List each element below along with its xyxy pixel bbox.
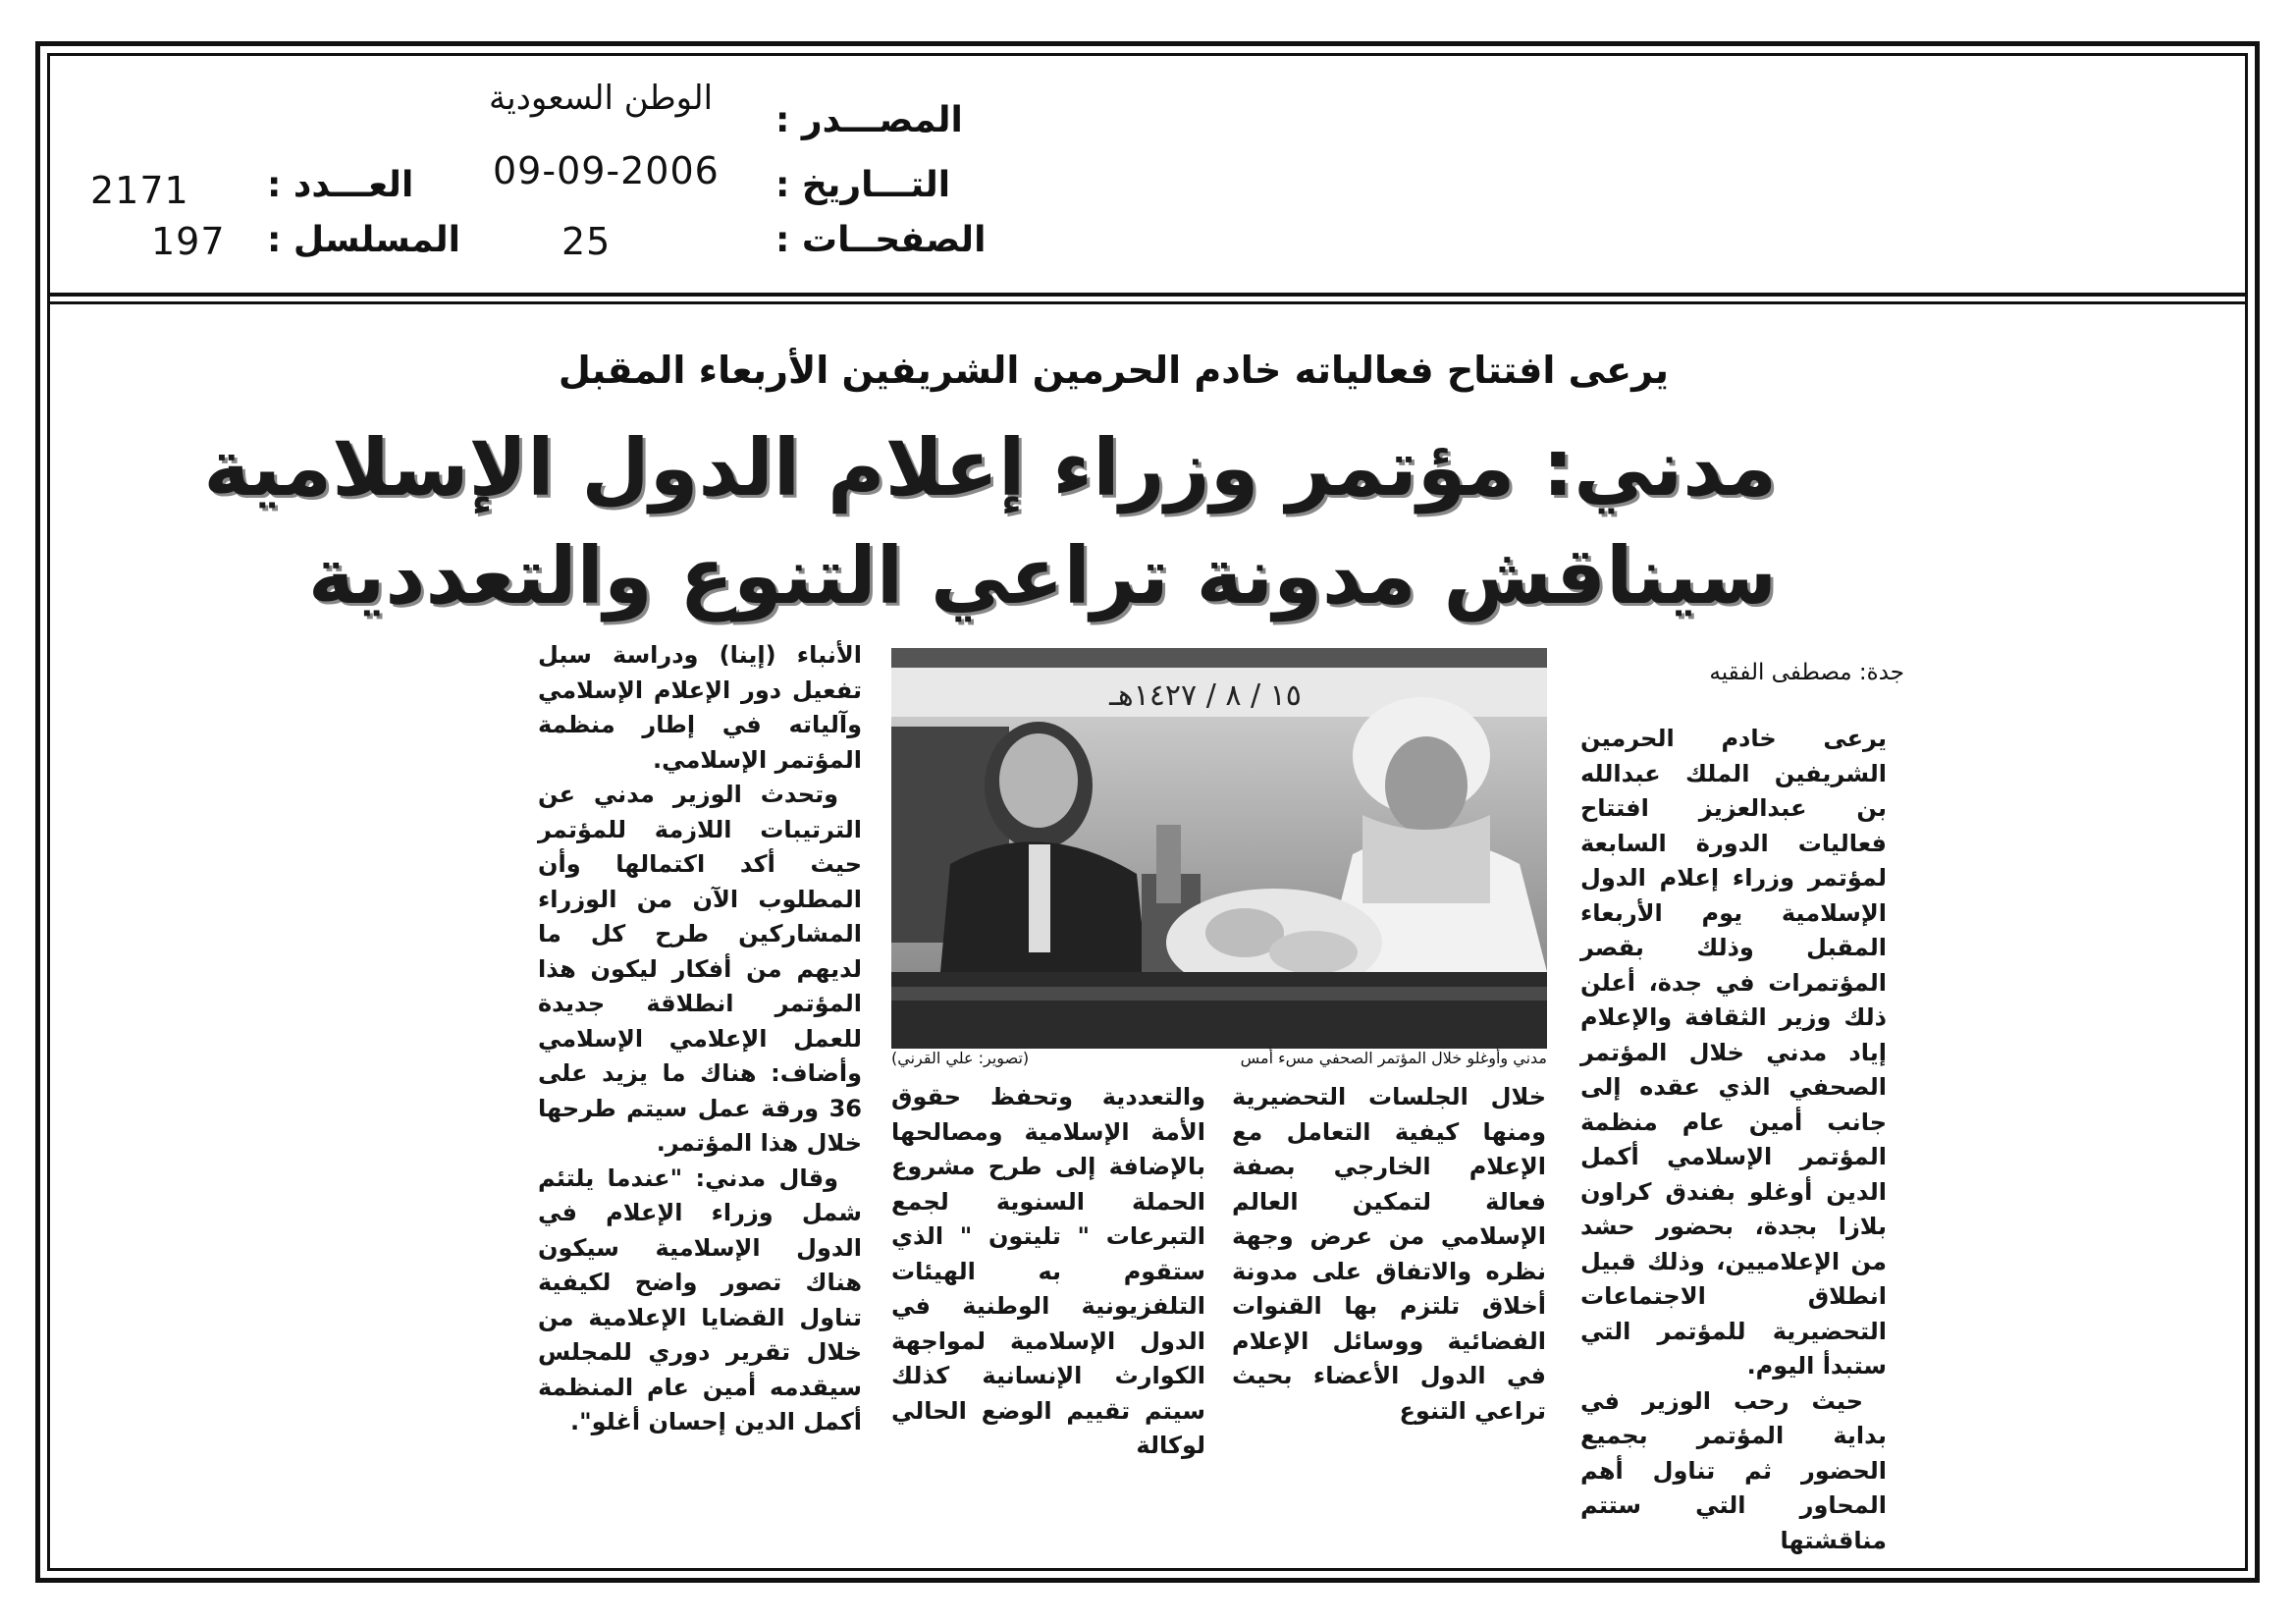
article-column-right (1580, 722, 1887, 1558)
photo-credit: (تصوير: علي القرني) (891, 1049, 1030, 1067)
paragraph: والتعددية وتحفظ حقوق الأمة الإسلامية ومصالحها بالإضافة إلى طرح مشروع الحملة السنوية لجمع التبرعات " تليتون " الذي ستقوم به الهيئات التلفزيونية الوطنية في الدول الإسلامية لمواجهة الكوارث الإنسانية كذلك سيتم تقييم الوضع الحالي لوكالة (891, 1083, 1205, 1459)
photo-caption: مدني وأوغلو خلال المؤتمر الصحفي مسء أمس (1240, 1049, 1547, 1067)
paragraph: الأنباء (إينا) ودراسة سبل تفعيل دور الإعلام الإسلامي وآلياته في إطار منظمة المؤتمر الإسلامي. (538, 641, 862, 774)
date-label: التـــاريخ : (775, 165, 951, 205)
paragraph: يرعى خادم الحرمين الشريفين الملك عبدالله بن عبدالعزيز افتتاح فعاليات الدورة السابعة لمؤتمر وزراء إعلام الدول الإسلامية يوم الأربعاء المقبل وذلك بقصر المؤتمرات في جدة، أعلن ذلك وزير الثقافة والإعلام إياد مدني خلال المؤتمر الصحفي الذي عقده إلى جانب أمين عام منظمة المؤتمر الإسلامي أكمل الدين أوغلو بفندق كراون بلازا بجدة، بحضور حشد من الإعلاميين، وذلك قبيل انطلاق الاجتماعات التحضيرية للمؤتمر التي ستبدأ اليوم. (1580, 725, 1887, 1380)
pages-label: الصفحــات : (775, 220, 987, 260)
article-column-center-2 (891, 1080, 1205, 1464)
article-column-left (538, 638, 862, 1440)
issue-label: العـــدد : (267, 165, 414, 205)
serial-value: 197 (151, 220, 226, 263)
article-column-center-1 (1232, 1080, 1546, 1429)
serial-label: المسلسل : (267, 220, 461, 260)
paragraph: وتحدث الوزير مدني عن الترتيبات اللازمة للمؤتمر حيث أكد اكتمالها وأن المطلوب الآن من الوزراء المشاركين طرح كل ما لديهم من أفكار ليكون هذا المؤتمر انطلاقة جديدة للعمل الإعلامي الإسلامي وأضاف: هناك ما يزيد على 36 ورقة عمل سيتم طرحها خلال هذا المؤتمر. (538, 781, 862, 1157)
source-label: المصـــدر : (775, 100, 963, 140)
headline-line-2: سيناقش مدونة تراعي التنوع والتعددية (307, 530, 1777, 622)
byline: جدة: مصطفى الفقيه (1709, 660, 1904, 685)
paragraph: خلال الجلسات التحضيرية ومنها كيفية التعامل مع الإعلام الخارجي بصفة فعالة لتمكين العالم الإسلامي من عرض وجهة نظره والاتفاق على مدونة أخلاق تلتزم بها القنوات الفضائية ووسائل الإعلام في الدول الأعضاء بحيث تراعي التنوع (1232, 1083, 1546, 1425)
article-photo (891, 648, 1547, 1049)
source-value: الوطن السعودية (489, 79, 714, 118)
header-divider (47, 293, 2248, 304)
photo-banner-text: ١٥ / ٨ / ١٤٢٧هـ (1109, 678, 1302, 713)
pages-value: 25 (561, 220, 612, 263)
article-kicker: يرعى افتتاح فعالياته خادم الحرمين الشريفين الأربعاء المقبل (558, 349, 1669, 392)
headline-line-1: مدني: مؤتمر وزراء إعلام الدول الإسلامية (203, 422, 1777, 514)
date-value: 09-09-2006 (493, 149, 720, 192)
paragraph: حيث رحب الوزير في بداية المؤتمر بجميع الحضور ثم تناول أهم المحاور التي ستتم مناقشتها (1580, 1386, 1887, 1554)
issue-value: 2171 (90, 169, 189, 212)
paragraph: وقال مدني: "عندما يلتئم شمل وزراء الإعلام في الدول الإسلامية سيكون هناك تصور واضح لكيفية تناول القضايا الإعلامية من خلال تقرير دوري للمجلس سيقدمه أمين عام المنظمة أكمل الدين إحسان أغلو". (538, 1164, 862, 1435)
